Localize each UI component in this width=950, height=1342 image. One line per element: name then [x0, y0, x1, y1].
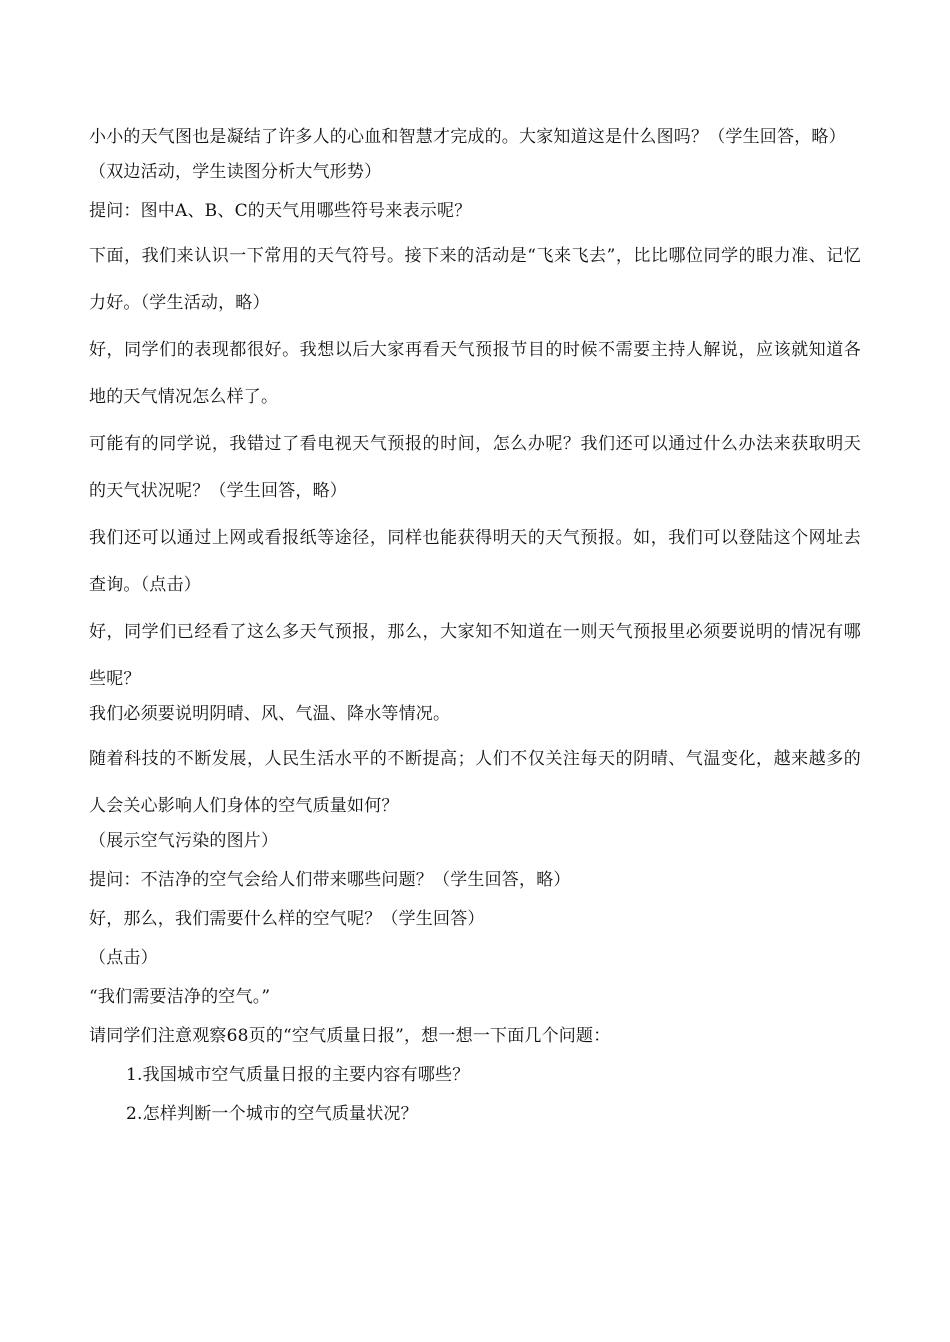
paragraph-dirty-air-question: 提问：不洁净的空气会给人们带来哪些问题？（学生回答，略）: [89, 870, 571, 890]
paragraph-internet-newspaper: 我们还可以通过上网或看报纸等途径，同样也能获得明天的天气预报。如，我们可以登陆这个网址去查询。（点击）: [89, 528, 861, 595]
paragraph-forecast-contents-question: 好，同学们已经看了这么多天气预报，那么，大家知不知道在一则天气预报里必须要说明的情况有哪些呢？: [89, 622, 861, 689]
paragraph-abc-symbols-question: 提问：图中A、B、C的天气用哪些符号来表示呢？: [89, 201, 472, 221]
paragraph-weather-symbols-activity: 下面，我们来认识一下常用的天气符号。接下来的活动是“飞来飞去”，比比哪位同学的眼力准、记忆力好。（学生活动，略）: [89, 246, 861, 313]
paragraph-click-note: （点击）: [89, 948, 158, 968]
paragraph-air-quality-intro: 随着科技的不断发展，人民生活水平的不断提高；人们不仅关注每天的阴晴、气温变化，越来越多的人会关心影响人们身体的空气质量如何？: [89, 749, 861, 816]
document-body: [89, 114, 861, 1136]
paragraph-clean-air-quote: “我们需要洁净的空气。”: [89, 987, 271, 1007]
paragraph-missed-forecast: 可能有的同学说，我错过了看电视天气预报的时间，怎么办呢？我们还可以通过什么办法来获取明天的天气状况呢？（学生回答，略）: [89, 434, 861, 501]
paragraph-weather-map-question: 小小的天气图也是凝结了许多人的心血和智慧才完成的。大家知道这是什么图吗？（学生回答，略）: [89, 127, 846, 147]
question-item-1: 1.我国城市空气质量日报的主要内容有哪些？: [126, 1065, 470, 1085]
paragraph-forecast-elements: 我们必须要说明阴晴、风、气温、降水等情况。: [89, 704, 451, 724]
question-item-2: 2.怎样判断一个城市的空气质量状况？: [126, 1104, 418, 1124]
paragraph-needed-air-question: 好，那么，我们需要什么样的空气呢？（学生回答）: [89, 909, 485, 929]
paragraph-students-performance: 好，同学们的表现都很好。我想以后大家再看天气预报节目的时候不需要主持人解说，应该就知道各地的天气情况怎么样了。: [89, 340, 861, 407]
paragraph-pollution-images: （展示空气污染的图片）: [89, 831, 279, 851]
paragraph-activity-note: （双边活动，学生读图分析大气形势）: [89, 162, 382, 182]
paragraph-air-quality-report-intro: 请同学们注意观察68页的“空气质量日报”，想一想一下面几个问题：: [89, 1026, 611, 1046]
